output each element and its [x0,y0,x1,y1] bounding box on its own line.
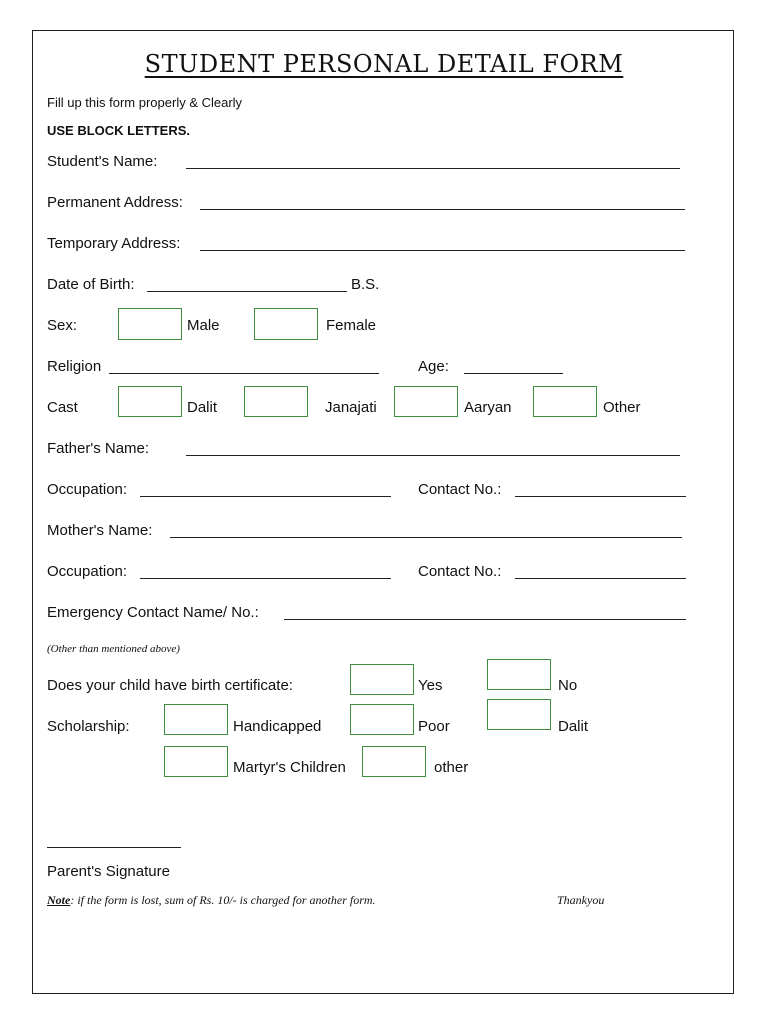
dob-line[interactable] [147,291,347,292]
other-cast-checkbox[interactable] [533,386,597,417]
male-label: Male [187,317,220,334]
poor-checkbox[interactable] [350,704,414,735]
permanent-address-label: Permanent Address: [47,194,183,211]
form-title: STUDENT PERSONAL DETAIL FORM [144,50,624,78]
father-occupation-line[interactable] [140,496,391,497]
instruction-line-2: USE BLOCK LETTERS. [47,123,191,138]
other-scholarship-checkbox[interactable] [362,746,426,777]
birth-cert-no-checkbox[interactable] [487,659,551,690]
cast-label: Cast [47,399,78,416]
instruction-line-1: Fill up this form properly & Clearly [47,95,243,110]
other-scholarship-label: other [434,759,469,776]
mother-name-label: Mother's Name: [47,522,153,539]
mother-contact-label: Contact No.: [418,563,502,580]
female-label: Female [326,317,377,334]
father-contact-line[interactable] [515,496,686,497]
aaryan-checkbox[interactable] [394,386,458,417]
male-checkbox[interactable] [118,308,182,340]
father-contact-label: Contact No.: [418,481,502,498]
mother-name-line[interactable] [170,537,682,538]
age-line[interactable] [464,373,563,374]
mother-occupation-label: Occupation: [47,563,128,580]
female-checkbox[interactable] [254,308,318,340]
birth-cert-label: Does your child have birth certificate: [47,677,293,694]
sex-label: Sex: [47,317,78,334]
note-label: Note [47,893,71,907]
other-cast-label: Other [603,399,641,416]
janajati-label: Janajati [325,399,377,416]
scholarship-label: Scholarship: [47,718,130,735]
student-name-label: Student's Name: [47,153,158,170]
student-name-line[interactable] [186,168,680,169]
handicapped-checkbox[interactable] [164,704,228,735]
father-name-label: Father's Name: [47,440,150,457]
age-label: Age: [418,358,449,375]
emergency-contact-line[interactable] [284,619,686,620]
dob-suffix: B.S. [351,276,380,293]
dalit-checkbox[interactable] [118,386,182,417]
signature-label: Parent's Signature [47,863,170,880]
janajati-checkbox[interactable] [244,386,308,417]
permanent-address-line[interactable] [200,209,685,210]
dob-label: Date of Birth: [47,276,135,293]
father-occupation-label: Occupation: [47,481,128,498]
dalit-scholarship-label: Dalit [558,718,589,735]
religion-label: Religion [47,358,102,375]
handicapped-label: Handicapped [233,718,322,735]
emergency-contact-label: Emergency Contact Name/ No.: [47,604,259,621]
birth-cert-yes-checkbox[interactable] [350,664,414,695]
religion-line[interactable] [109,373,379,374]
poor-label: Poor [418,718,450,735]
father-name-line[interactable] [186,455,680,456]
birth-cert-no-label: No [558,677,578,694]
dalit-label: Dalit [187,399,218,416]
temporary-address-line[interactable] [200,250,685,251]
note [47,893,376,908]
dalit-scholarship-checkbox[interactable] [487,699,551,730]
birth-cert-yes-label: Yes [418,677,443,694]
aaryan-label: Aaryan [464,399,512,416]
signature-line[interactable] [47,847,181,848]
temporary-address-label: Temporary Address: [47,235,181,252]
note-text: : if the form is lost, sum of Rs. 10/- is charged for another form. [70,893,376,907]
mother-contact-line[interactable] [515,578,686,579]
mother-occupation-line[interactable] [140,578,391,579]
martyrs-children-checkbox[interactable] [164,746,228,777]
page-border [32,30,734,994]
thankyou-text: Thankyou [557,893,605,907]
martyrs-children-label: Martyr's Children [233,759,346,776]
other-than-note: (Other than mentioned above) [47,643,180,655]
